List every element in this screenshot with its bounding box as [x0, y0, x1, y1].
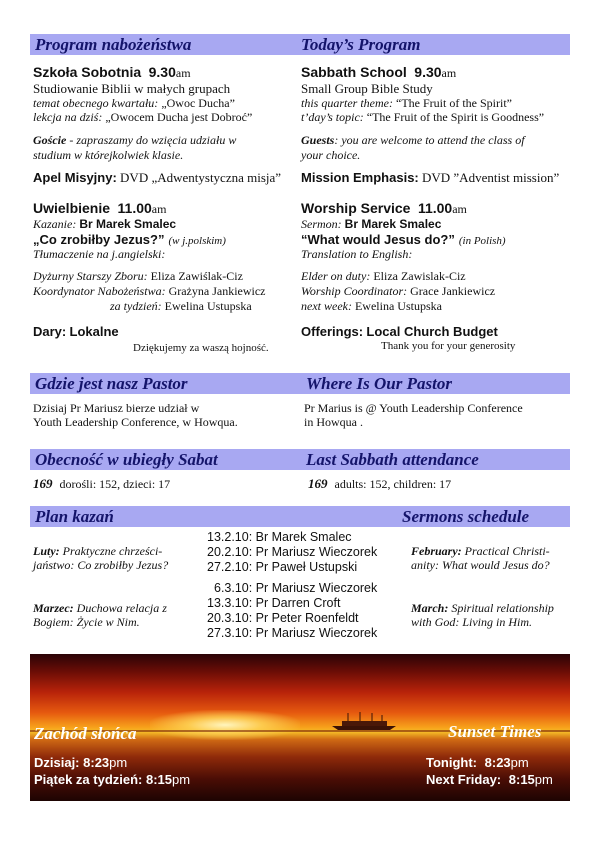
sunset-today-pm-en: pm: [510, 755, 529, 770]
guests-text-pl-2: studium w którejkolwiek klasie.: [33, 148, 184, 162]
thanks-en: Thank you for your generosity: [381, 340, 516, 352]
offering-value-en: Local Church Budget: [366, 324, 498, 339]
program-heading-en: Today’s Program: [301, 35, 421, 54]
elder-label-pl: Dyżurny Starszy Zboru:: [33, 269, 148, 283]
next-label-pl: za tydzień:: [110, 299, 162, 313]
sabbath-school-am-pl: am: [175, 66, 191, 80]
mar-text-pl-1: Duchowa relacja z: [76, 601, 167, 615]
lesson-label-en: t’day’s topic:: [301, 110, 364, 124]
sermons-header-bar: [30, 506, 570, 527]
pastor-text-pl-1: Dzisiaj Pr Mariusz bierze udział w: [33, 401, 200, 415]
sunset-today-label-pl: Dzisiaj:: [34, 755, 80, 770]
theme-value-pl: „Owoc Ducha”: [161, 96, 235, 110]
sunset-next-pm-en: pm: [534, 772, 553, 787]
sunset-image: [30, 654, 570, 801]
sunset-today-time-en: 8:23: [484, 755, 511, 770]
schedule-date: 6.3.10:: [214, 581, 253, 595]
coord-label-pl: Koordynator Nabożeństwa:: [33, 284, 166, 298]
next-value-en: Ewelina Ustupska: [354, 299, 442, 313]
sunset-next-label-en: Next Friday:: [426, 772, 502, 787]
sabbath-school-sub-pl: Studiowanie Biblii w małych grupach: [33, 81, 231, 96]
sermons-heading-en: Sermons schedule: [402, 507, 530, 526]
sunset-heading-en: Sunset Times: [448, 722, 542, 741]
program-heading-pl: Program nabożeństwa: [35, 35, 192, 54]
mar-text-en-1: Spiritual relationship: [451, 601, 554, 615]
attendance-total-en: 169: [308, 476, 328, 491]
sermon-lang-pl: (w j.polskim): [168, 235, 226, 247]
program-header-bar: [30, 34, 570, 55]
schedule-date: 13.2.10:: [207, 530, 253, 544]
thanks-pl: Dziękujemy za waszą hojność.: [133, 342, 269, 354]
schedule-date: 27.3.10:: [207, 626, 253, 640]
sunset-today-time-pl: 8:23: [83, 755, 110, 770]
schedule-row: [207, 545, 377, 560]
theme-label-pl: temat obecnego kwartału:: [33, 96, 159, 110]
guests-text-en-2: your choice.: [301, 148, 361, 162]
schedule-speaker: Br Marek Smalec: [255, 530, 352, 544]
mission-value-pl: DVD „Adwentystyczna misja”: [120, 170, 282, 185]
mission-label-pl: Apel Misyjny:: [33, 170, 117, 185]
sermon-speaker-en: Br Marek Smalec: [344, 217, 442, 231]
attendance-total-pl: 169: [33, 476, 53, 491]
feb-text-pl-2: jaństwo: Co zrobiłby Jezus?: [33, 558, 169, 572]
mission-value-en: DVD ”Adventist mission”: [422, 170, 560, 185]
coord-label-en: Worship Coordinator:: [301, 284, 408, 298]
schedule-speaker: Pr Mariusz Wieczorek: [255, 626, 378, 640]
schedule-speaker: Pr Mariusz Wieczorek: [255, 545, 378, 559]
pastor-text-en-1: Pr Marius is @ Youth Leadership Conference: [304, 401, 523, 415]
sermon-lang-en: (in Polish): [458, 235, 506, 247]
lesson-value-en: “The Fruit of the Spirit is Goodness”: [366, 110, 545, 124]
coord-value-pl: Grażyna Jankiewicz: [168, 284, 266, 298]
schedule-row: [207, 611, 359, 626]
mar-text-en-2: with God: Living in Him.: [411, 615, 533, 629]
schedule-date: 20.3.10:: [207, 611, 253, 625]
theme-value-en: “The Fruit of the Spirit”: [396, 96, 512, 110]
elder-value-en: Eliza Zawislak-Ciz: [373, 269, 466, 283]
schedule-row: [207, 560, 357, 575]
sabbath-school-am-en: am: [441, 66, 457, 80]
sunset-today-label-en: Tonight:: [426, 755, 478, 770]
pastor-text-en-2: in Howqua .: [304, 415, 363, 429]
worship-time-pl: 11.00: [117, 200, 152, 216]
pastor-text-pl-2: Youth Leadership Conference, w Howqua.: [33, 415, 238, 429]
sunset-next-pm-pl: pm: [172, 772, 191, 787]
guests-label-en: Guests: [301, 133, 335, 147]
mar-label-pl: Marzec:: [33, 601, 74, 615]
sunset-next-label-pl: Piątek za tydzień:: [34, 772, 143, 787]
attendance-heading-en: Last Sabbath attendance: [306, 450, 479, 469]
schedule-speaker: Pr Peter Roenfeldt: [255, 611, 359, 625]
worship-am-pl: am: [151, 202, 167, 216]
elder-value-pl: Eliza Zawiślak-Ciz: [150, 269, 243, 283]
worship-am-en: am: [452, 202, 467, 216]
sermon-label-pl: Kazanie:: [33, 217, 77, 231]
pastor-header-bar: [30, 373, 570, 394]
worship-title-en: Worship Service: [301, 200, 411, 216]
translation-pl: Tłumaczenie na j.angielski:: [33, 247, 166, 261]
worship-time-en: 11.00: [417, 200, 453, 216]
feb-text-en-2: anity: What would Jesus do?: [411, 558, 550, 572]
mission-label-en: Mission Emphasis:: [301, 170, 419, 185]
sunset-today-pm-pl: pm: [109, 755, 128, 770]
schedule-row: [207, 530, 352, 545]
sailing-ship-icon: [330, 712, 400, 730]
feb-label-pl: Luty:: [33, 544, 60, 558]
schedule-row: [207, 626, 377, 641]
sermon-label-en: Sermon:: [301, 217, 342, 231]
elder-label-en: Elder on duty:: [301, 269, 371, 283]
mar-label-en: March:: [411, 601, 449, 615]
sermon-speaker-pl: Br Marek Smalec: [79, 217, 177, 231]
lesson-value-pl: „Owocem Ducha jest Dobroć”: [105, 110, 253, 124]
sabbath-school-title-pl: Szkoła Sobotnia: [33, 64, 142, 80]
theme-label-en: this quarter theme:: [301, 96, 393, 110]
sunset-heading-pl: Zachód słońca: [34, 724, 137, 743]
feb-text-en-1: Practical Christi-: [464, 544, 550, 558]
schedule-speaker: Pr Paweł Ustupski: [255, 560, 358, 574]
guests-text-en-1: : you are welcome to attend the class of: [334, 133, 525, 147]
sabbath-school-title-en: Sabbath School: [301, 64, 407, 80]
sabbath-school-time-en: 9.30: [414, 64, 442, 80]
sabbath-school-time-pl: 9.30: [148, 64, 176, 80]
schedule-date: 20.2.10:: [207, 545, 253, 559]
attendance-detail-pl: dorośli: 152, dzieci: 17: [59, 477, 171, 491]
pastor-heading-en: Where Is Our Pastor: [306, 374, 452, 393]
sunset-next-time-pl: 8:15: [146, 772, 173, 787]
schedule-row: [207, 596, 340, 611]
sermon-title-en: “What would Jesus do?”: [301, 232, 455, 247]
sermon-title-pl: „Co zrobiłby Jezus?”: [33, 232, 165, 247]
offering-label-pl: Dary:: [33, 324, 67, 339]
feb-text-pl-1: Praktyczne chrześci-: [62, 544, 163, 558]
next-value-pl: Ewelina Ustupska: [164, 299, 252, 313]
attendance-header-bar: [30, 449, 570, 470]
guests-text-pl-1: - zapraszamy do wzięcia udziału w: [69, 133, 237, 147]
mar-text-pl-2: Bogiem: Życie w Nim.: [33, 615, 140, 629]
feb-label-en: February:: [411, 544, 462, 558]
next-label-en: next week:: [301, 299, 352, 313]
schedule-date: 13.3.10:: [207, 596, 253, 610]
schedule-date: 27.2.10:: [207, 560, 253, 574]
sunset-next-time-en: 8:15: [508, 772, 535, 787]
schedule-speaker: Pr Mariusz Wieczorek: [255, 581, 378, 595]
guests-label-pl: Goście: [33, 133, 67, 147]
schedule-row: [214, 581, 377, 596]
attendance-heading-pl: Obecność w ubiegły Sabat: [35, 450, 218, 469]
schedule-speaker: Pr Darren Croft: [255, 596, 341, 610]
offering-label-en: Offerings:: [301, 324, 364, 339]
attendance-detail-en: adults: 152, children: 17: [334, 477, 452, 491]
sabbath-school-sub-en: Small Group Bible Study: [301, 81, 433, 96]
lesson-label-pl: lekcja na dziś:: [33, 110, 103, 124]
worship-title-pl: Uwielbienie: [33, 200, 111, 216]
pastor-heading-pl: Gdzie jest nasz Pastor: [35, 374, 188, 393]
translation-en: Translation to English:: [301, 247, 413, 261]
sun-glow: [150, 710, 300, 740]
sermons-heading-pl: Plan kazań: [35, 507, 114, 526]
offering-value-pl: Lokalne: [69, 324, 119, 339]
coord-value-en: Grace Jankiewicz: [410, 284, 496, 298]
